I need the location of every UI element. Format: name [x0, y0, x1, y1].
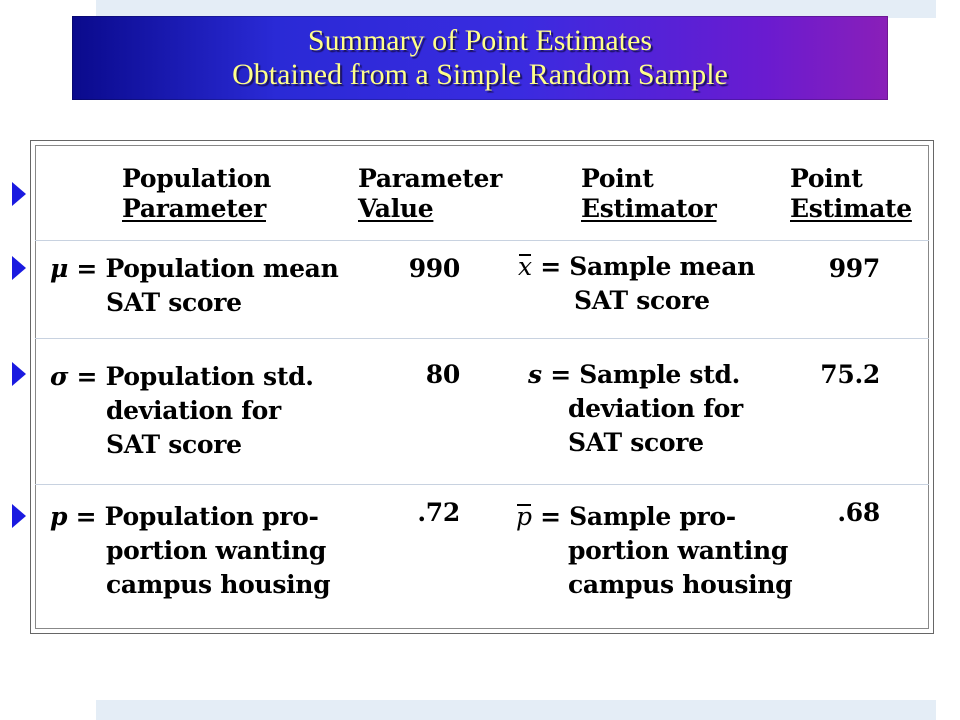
title-line-1: Summary of Point Estimates — [307, 24, 653, 57]
triangle-right-icon — [12, 362, 26, 386]
row-1-estimate: 997 — [828, 254, 880, 283]
triangle-right-icon — [12, 504, 26, 528]
title-banner — [72, 16, 888, 100]
row-3-estimate: .68 — [837, 498, 880, 527]
row-3-value: .72 — [417, 498, 460, 527]
triangle-right-icon — [12, 182, 26, 206]
row-2-parameter: σ = Population std. deviation for SAT score — [50, 362, 314, 459]
header-parameter-value: Parameter Value — [358, 164, 502, 223]
row-2-estimate: 75.2 — [820, 360, 880, 389]
triangle-right-icon — [12, 256, 26, 280]
p-symbol: p — [50, 502, 68, 531]
row-1-parameter: μ = Population mean SAT score — [50, 254, 339, 317]
row-2-estimator: s = Sample std. deviation for SAT score — [528, 360, 743, 457]
header-point-estimate: Point Estimate — [790, 164, 912, 223]
row-3-estimator: p = Sample pro- portion wanting campus housing — [516, 502, 793, 599]
header-point-estimator: Point Estimator — [581, 164, 717, 223]
row-divider-2 — [35, 338, 929, 339]
mu-symbol: μ — [50, 254, 68, 283]
bottom-band — [96, 700, 936, 720]
row-divider-3 — [35, 484, 929, 485]
title-line-2: Obtained from a Simple Random Sample — [232, 58, 728, 91]
row-3-parameter: p = Population pro- portion wanting campus housing — [50, 502, 331, 599]
s-symbol: s — [528, 360, 542, 389]
x-bar-symbol: x — [518, 250, 532, 284]
sigma-symbol: σ — [50, 362, 69, 391]
header-population-parameter: Population Parameter — [122, 164, 272, 223]
row-1-value: 990 — [408, 254, 460, 283]
row-2-value: 80 — [425, 360, 460, 389]
row-1-estimator: x = Sample mean SAT score — [518, 252, 755, 315]
p-bar-symbol: p — [516, 500, 532, 534]
row-divider-1 — [35, 240, 929, 241]
